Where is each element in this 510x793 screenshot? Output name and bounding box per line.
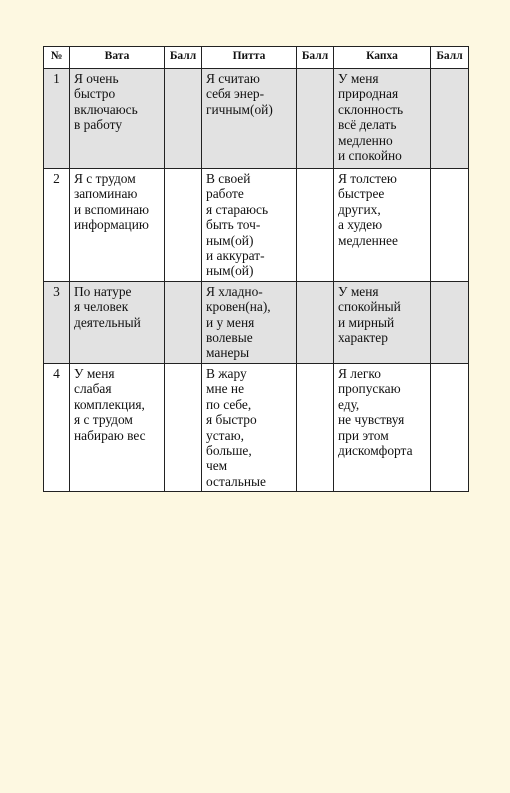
pitta-statement: В своей работе я стараюсь быть точ- ным(ой) и аккурат- ным(ой) — [202, 169, 297, 282]
vata-score-cell[interactable] — [165, 169, 202, 282]
vata-score-cell[interactable] — [165, 363, 202, 491]
table-row — [44, 169, 469, 282]
header-number: № — [44, 47, 70, 69]
header-score-pitta: Балл — [297, 47, 334, 69]
row-number: 2 — [44, 169, 70, 282]
pitta-score-cell[interactable] — [297, 281, 334, 363]
pitta-statement: В жару мне не по себе, я быстро устаю, больше, чем остальные — [202, 363, 297, 491]
kapha-score-cell[interactable] — [431, 363, 469, 491]
header-row — [44, 47, 469, 69]
vata-score-cell[interactable] — [165, 69, 202, 169]
vata-statement: По натуре я человек деятельный — [70, 281, 165, 363]
vata-statement: У меня слабая комплекция, я с трудом набираю вес — [70, 363, 165, 491]
vata-statement: Я с трудом запоминаю и вспоминаю информацию — [70, 169, 165, 282]
dosha-questionnaire-table — [43, 46, 469, 492]
kapha-statement: У меня природная склонность всё делать медленно и спокойно — [334, 69, 431, 169]
kapha-score-cell[interactable] — [431, 281, 469, 363]
header-kapha: Капха — [334, 47, 431, 69]
row-number: 4 — [44, 363, 70, 491]
vata-score-cell[interactable] — [165, 281, 202, 363]
header-pitta: Питта — [202, 47, 297, 69]
vata-statement: Я очень быстро включаюсь в работу — [70, 69, 165, 169]
header-vata: Вата — [70, 47, 165, 69]
row-number: 3 — [44, 281, 70, 363]
pitta-score-cell[interactable] — [297, 363, 334, 491]
kapha-score-cell[interactable] — [431, 69, 469, 169]
pitta-score-cell[interactable] — [297, 169, 334, 282]
row-number: 1 — [44, 69, 70, 169]
pitta-statement: Я считаю себя энер- гичным(ой) — [202, 69, 297, 169]
kapha-statement: Я толстею быстрее других, а худею медленнее — [334, 169, 431, 282]
kapha-score-cell[interactable] — [431, 169, 469, 282]
table-row — [44, 69, 469, 169]
kapha-statement: Я легко пропускаю еду, не чувствуя при этом дискомфорта — [334, 363, 431, 491]
header-score-vata: Балл — [165, 47, 202, 69]
kapha-statement: У меня спокойный и мирный характер — [334, 281, 431, 363]
table-row — [44, 281, 469, 363]
pitta-statement: Я хладно- кровен(на), и у меня волевые манеры — [202, 281, 297, 363]
pitta-score-cell[interactable] — [297, 69, 334, 169]
table-row — [44, 363, 469, 491]
header-score-kapha: Балл — [431, 47, 469, 69]
